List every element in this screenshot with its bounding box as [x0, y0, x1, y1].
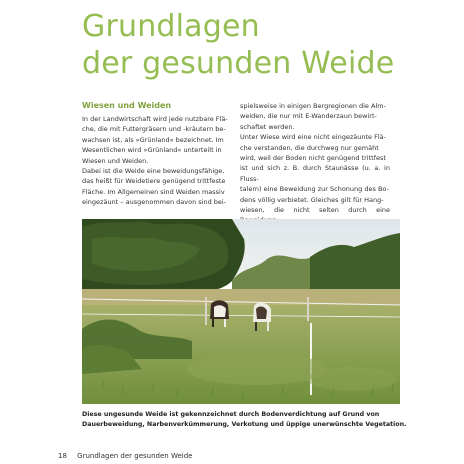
text-line: Dabei ist die Weide eine beweidungsfähige, — [82, 167, 225, 176]
text-line: eingezäunt – ausgenommen davon sind bei- — [82, 198, 227, 207]
text-line: wachsen ist, als »Grünland« bezeichnet. Im — [82, 135, 224, 144]
text-column-right — [240, 101, 390, 226]
text-line: das heißt für Weidetiere genügend trittfeste — [82, 177, 226, 186]
paragraph-left — [82, 114, 232, 208]
text-line: In der Landwirtschaft wird jede nutzbare Flä- — [82, 115, 228, 123]
text-line: che verstanden, die durchweg nur gemäht — [240, 143, 379, 152]
title-line-2: der gesunden Weide — [82, 46, 395, 81]
caption-line-2: Dauerbeweidung, Narbenverkümmerung, Verkotung und üppige unerwünschte Vegetation. — [82, 420, 407, 428]
pasture-photo-illustration — [82, 219, 400, 404]
text-line: Unter Wiese wird eine nicht eingezäunte Flä- — [240, 133, 386, 142]
text-line: wiesen, die nicht selten durch eine — [240, 206, 390, 215]
page-title — [82, 8, 442, 82]
section-heading: Wiesen und Weiden — [82, 101, 172, 110]
text-column-left — [82, 101, 232, 208]
text-line: Wiesen und Weiden. — [82, 156, 149, 165]
text-line: che, die mit Futtergräsern und -kräutern be- — [82, 125, 226, 134]
caption-line-1: Diese ungesunde Weide ist gekennzeichnet durch Bodenverdichtung auf Grund von — [82, 411, 380, 418]
text-line: spielsweise in einigen Bergregionen die Alm- — [240, 102, 386, 110]
pasture-photo — [82, 219, 400, 404]
page-number: 18 — [58, 452, 67, 460]
text-line: dens völlig verbietet. Gleiches gilt für Hang- — [240, 195, 384, 204]
text-line: wird, weil der Boden nicht genügend trittfest — [240, 154, 386, 163]
text-line: talern) eine Beweidung zur Schonung des Bo- — [240, 185, 389, 194]
title-line-1: Grundlagen — [82, 9, 260, 44]
page-footer — [58, 452, 192, 460]
photo-caption — [82, 410, 412, 429]
text-line: Fläche. Im Allgemeinen sind Weiden massiv — [82, 187, 225, 196]
text-line: schaftet werden. — [240, 122, 295, 131]
text-line: Wesentlichen wird »Grünland« unterteilt in — [82, 146, 222, 155]
text-line: weiden, die nur mit E-Wanderzaun bewirt- — [240, 112, 377, 121]
running-title: Grundlagen der gesunden Weide — [77, 452, 193, 460]
paragraph-right — [240, 101, 390, 226]
text-line: ist und sich z. B. durch Staunässe (u. a. in Fluss- — [240, 164, 390, 183]
